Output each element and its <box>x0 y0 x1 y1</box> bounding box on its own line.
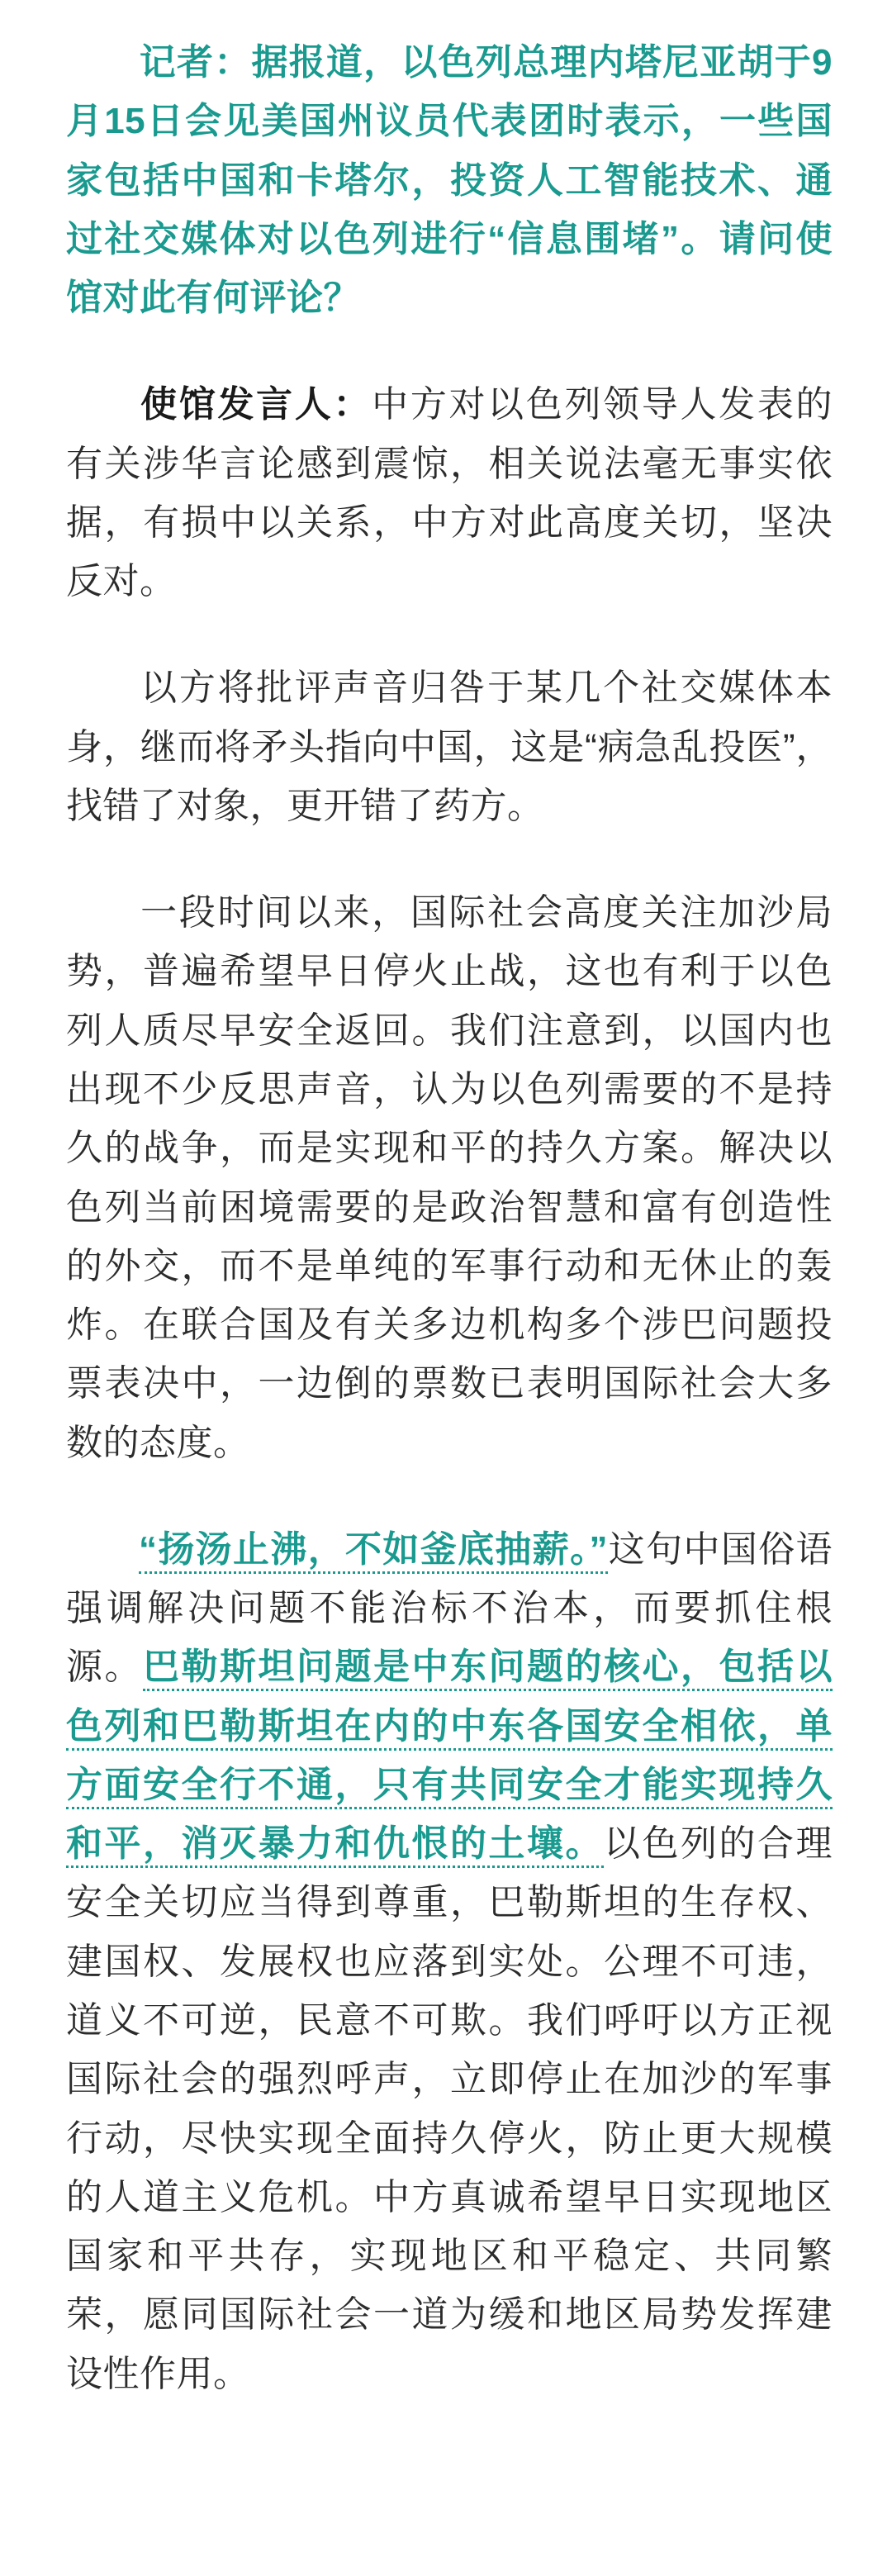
question-paragraph <box>66 33 833 327</box>
answer-paragraph-3 <box>66 883 833 1472</box>
answer-text-4a: 这句中国俗语强调解决问题不能治标不治本，而要抓住根源。 <box>66 1528 833 1688</box>
emphasis-core-statement: 巴勒斯坦问题是中东问题的核心，包括以色列和巴勒斯坦在内的中东各国安全相依，单方面安全行不通，只有共同安全才能实现持久和平，消灭暴力和仇恨的土壤。 <box>66 1647 833 1868</box>
answer-paragraph-1 <box>66 375 833 611</box>
question-text: 据报道，以色列总理内塔尼亚胡于9月15日会见美国州议员代表团时表示，一些国家包括中国和卡塔尔，投资人工智能技术、通过社交媒体对以色列进行“信息围堵”。请问使馆对此有何评论？ <box>66 42 833 319</box>
answer-text-2: 以方将批评声音归咎于某几个社交媒体本身，继而将矛头指向中国，这是“病急乱投医”，找错了对象，更开错了药方。 <box>66 668 833 826</box>
answer-paragraph-4 <box>66 1520 833 2403</box>
spokesperson-lead: 使馆发言人： <box>139 384 372 425</box>
answer-text-4b: 以色列的合理安全关切应当得到尊重，巴勒斯坦的生存权、建国权、发展权也应落到实处。公理不可违，道义不可逆，民意不可欺。我们呼吁以方正视国际社会的强烈呼声，立即停止在加沙的军事行动，尽快实现全面持久停火，防止更大规模的人道主义危机。中方真诚希望早日实现地区国家和平共存，实现地区和平稳定、共同繁荣，愿同国际社会一道为缓和地区局势发挥建设性作用。 <box>66 1823 833 2394</box>
answer-text-1: 中方对以色列领导人发表的有关涉华言论感到震惊，相关说法毫无事实依据，有损中以关系，中方对此高度关切，坚决反对。 <box>66 384 833 602</box>
answer-text-3: 一段时间以来，国际社会高度关注加沙局势，普遍希望早日停火止战，这也有利于以色列人质尽早安全返回。我们注意到，以国内也出现不少反思声音，认为以色列需要的不是持久的战争，而是实现和平的持久方案。解决以色列当前困境需要的是政治智慧和富有创造性的外交，而不是单纯的军事行动和无休止的轰炸。在联合国及有关多边机构多个涉巴问题投票表决中，一边倒的票数已表明国际社会大多数的态度。 <box>66 892 833 1463</box>
answer-paragraph-2 <box>66 658 833 835</box>
emphasis-proverb: “扬汤止沸，不如釜底抽薪。” <box>139 1529 608 1574</box>
question-lead: 记者： <box>139 42 252 83</box>
